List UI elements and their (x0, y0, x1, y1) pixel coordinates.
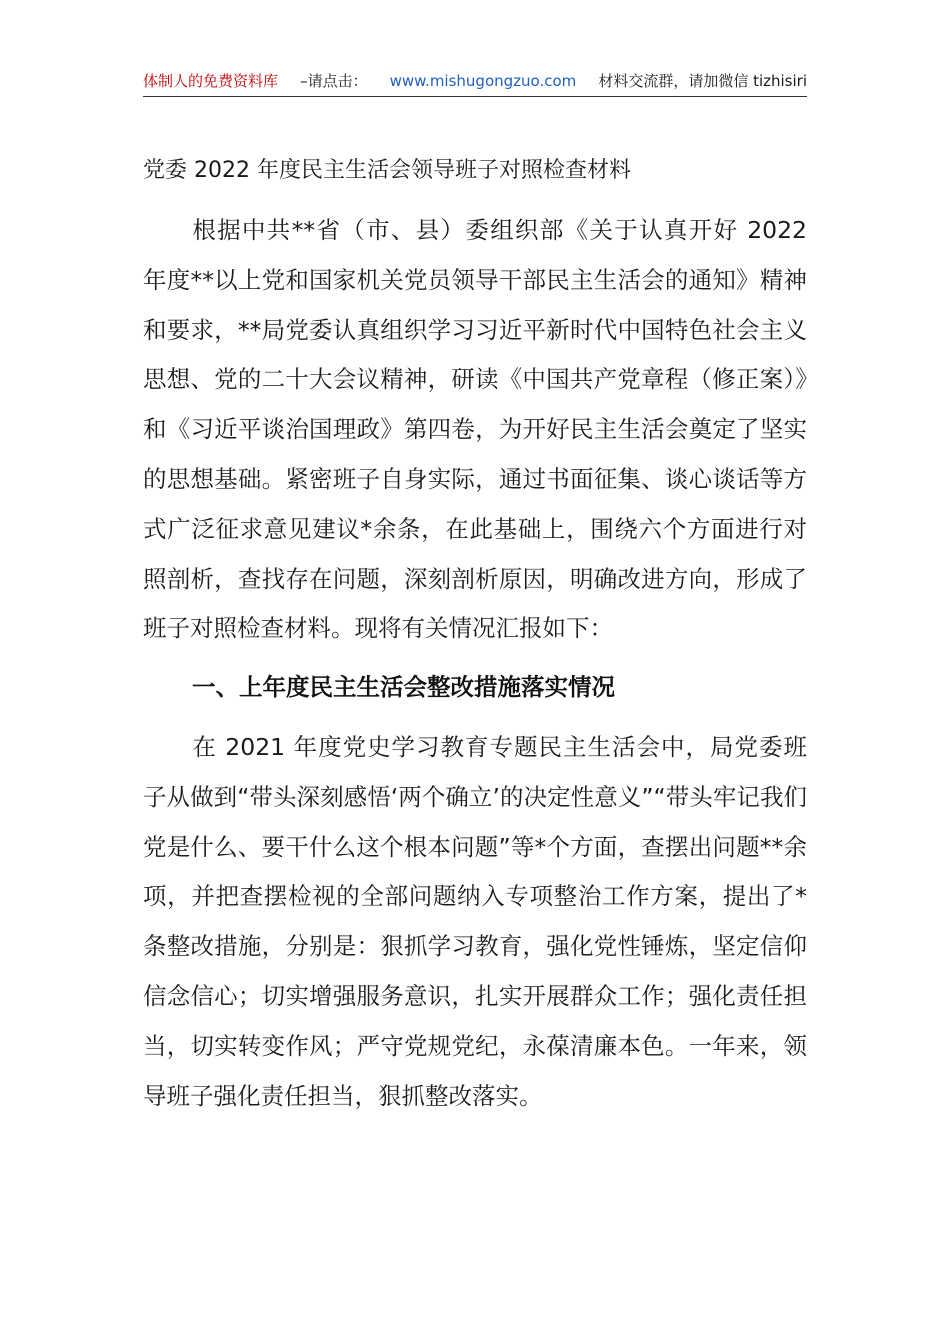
header-prompt: –请点击： (300, 72, 368, 90)
page-header (143, 68, 807, 97)
document-title: 党委 2022 年度民主生活会领导班子对照检查材料 (143, 158, 631, 183)
document-body (143, 146, 807, 1121)
section-paragraph: 在 2021 年度党史学习教育专题民主生活会中，局党委班子从做到“带头深刻感悟‘两个确立’的决定性意义”“带头牢记我们党是什么、要干什么这个根本问题”等*个方面，查摆出问题**余项，并把查摆检视的全部问题纳入专项整治工作方案，提出了*条整改措施，分别是：狠抓学习教育，强化党性锤炼，坚定信仰信念信心；切实增强服务意识，扎实开展群众工作；强化责任担当，切实转变作风；严守党规党纪，永葆清廉本色。一年来，领导班子强化责任担当，狠抓整改落实。 (143, 732, 807, 1110)
header-wechat-note: 材料交流群，请加微信 tizhisiri (598, 72, 807, 90)
header-link[interactable]: www.mishugongzuo.com (389, 72, 577, 90)
intro-paragraph: 根据中共**省（市、县）委组织部《关于认真开好 2022 年度**以上党和国家机关党员领导干部民主生活会的通知》精神和要求，**局党委认真组织学习习近平新时代中国特色社会主义思想、党的二十大会议精神，研读《中国共产党章程（修正案）》和《习近平谈治国理政》第四卷，为开好民主生活会奠定了坚实的思想基础。紧密班子自身实际，通过书面征集、谈心谈话等方式广泛征求意见建议*余条，在此基础上，围绕六个方面进行对照剖析，查找存在问题，深刻剖析原因，明确改进方向，形成了班子对照检查材料。现将有关情况汇报如下： (143, 216, 807, 643)
header-brand: 体制人的免费资料库 (143, 72, 279, 90)
section-heading: 一、上年度民主生活会整改措施落实情况 (192, 673, 615, 702)
